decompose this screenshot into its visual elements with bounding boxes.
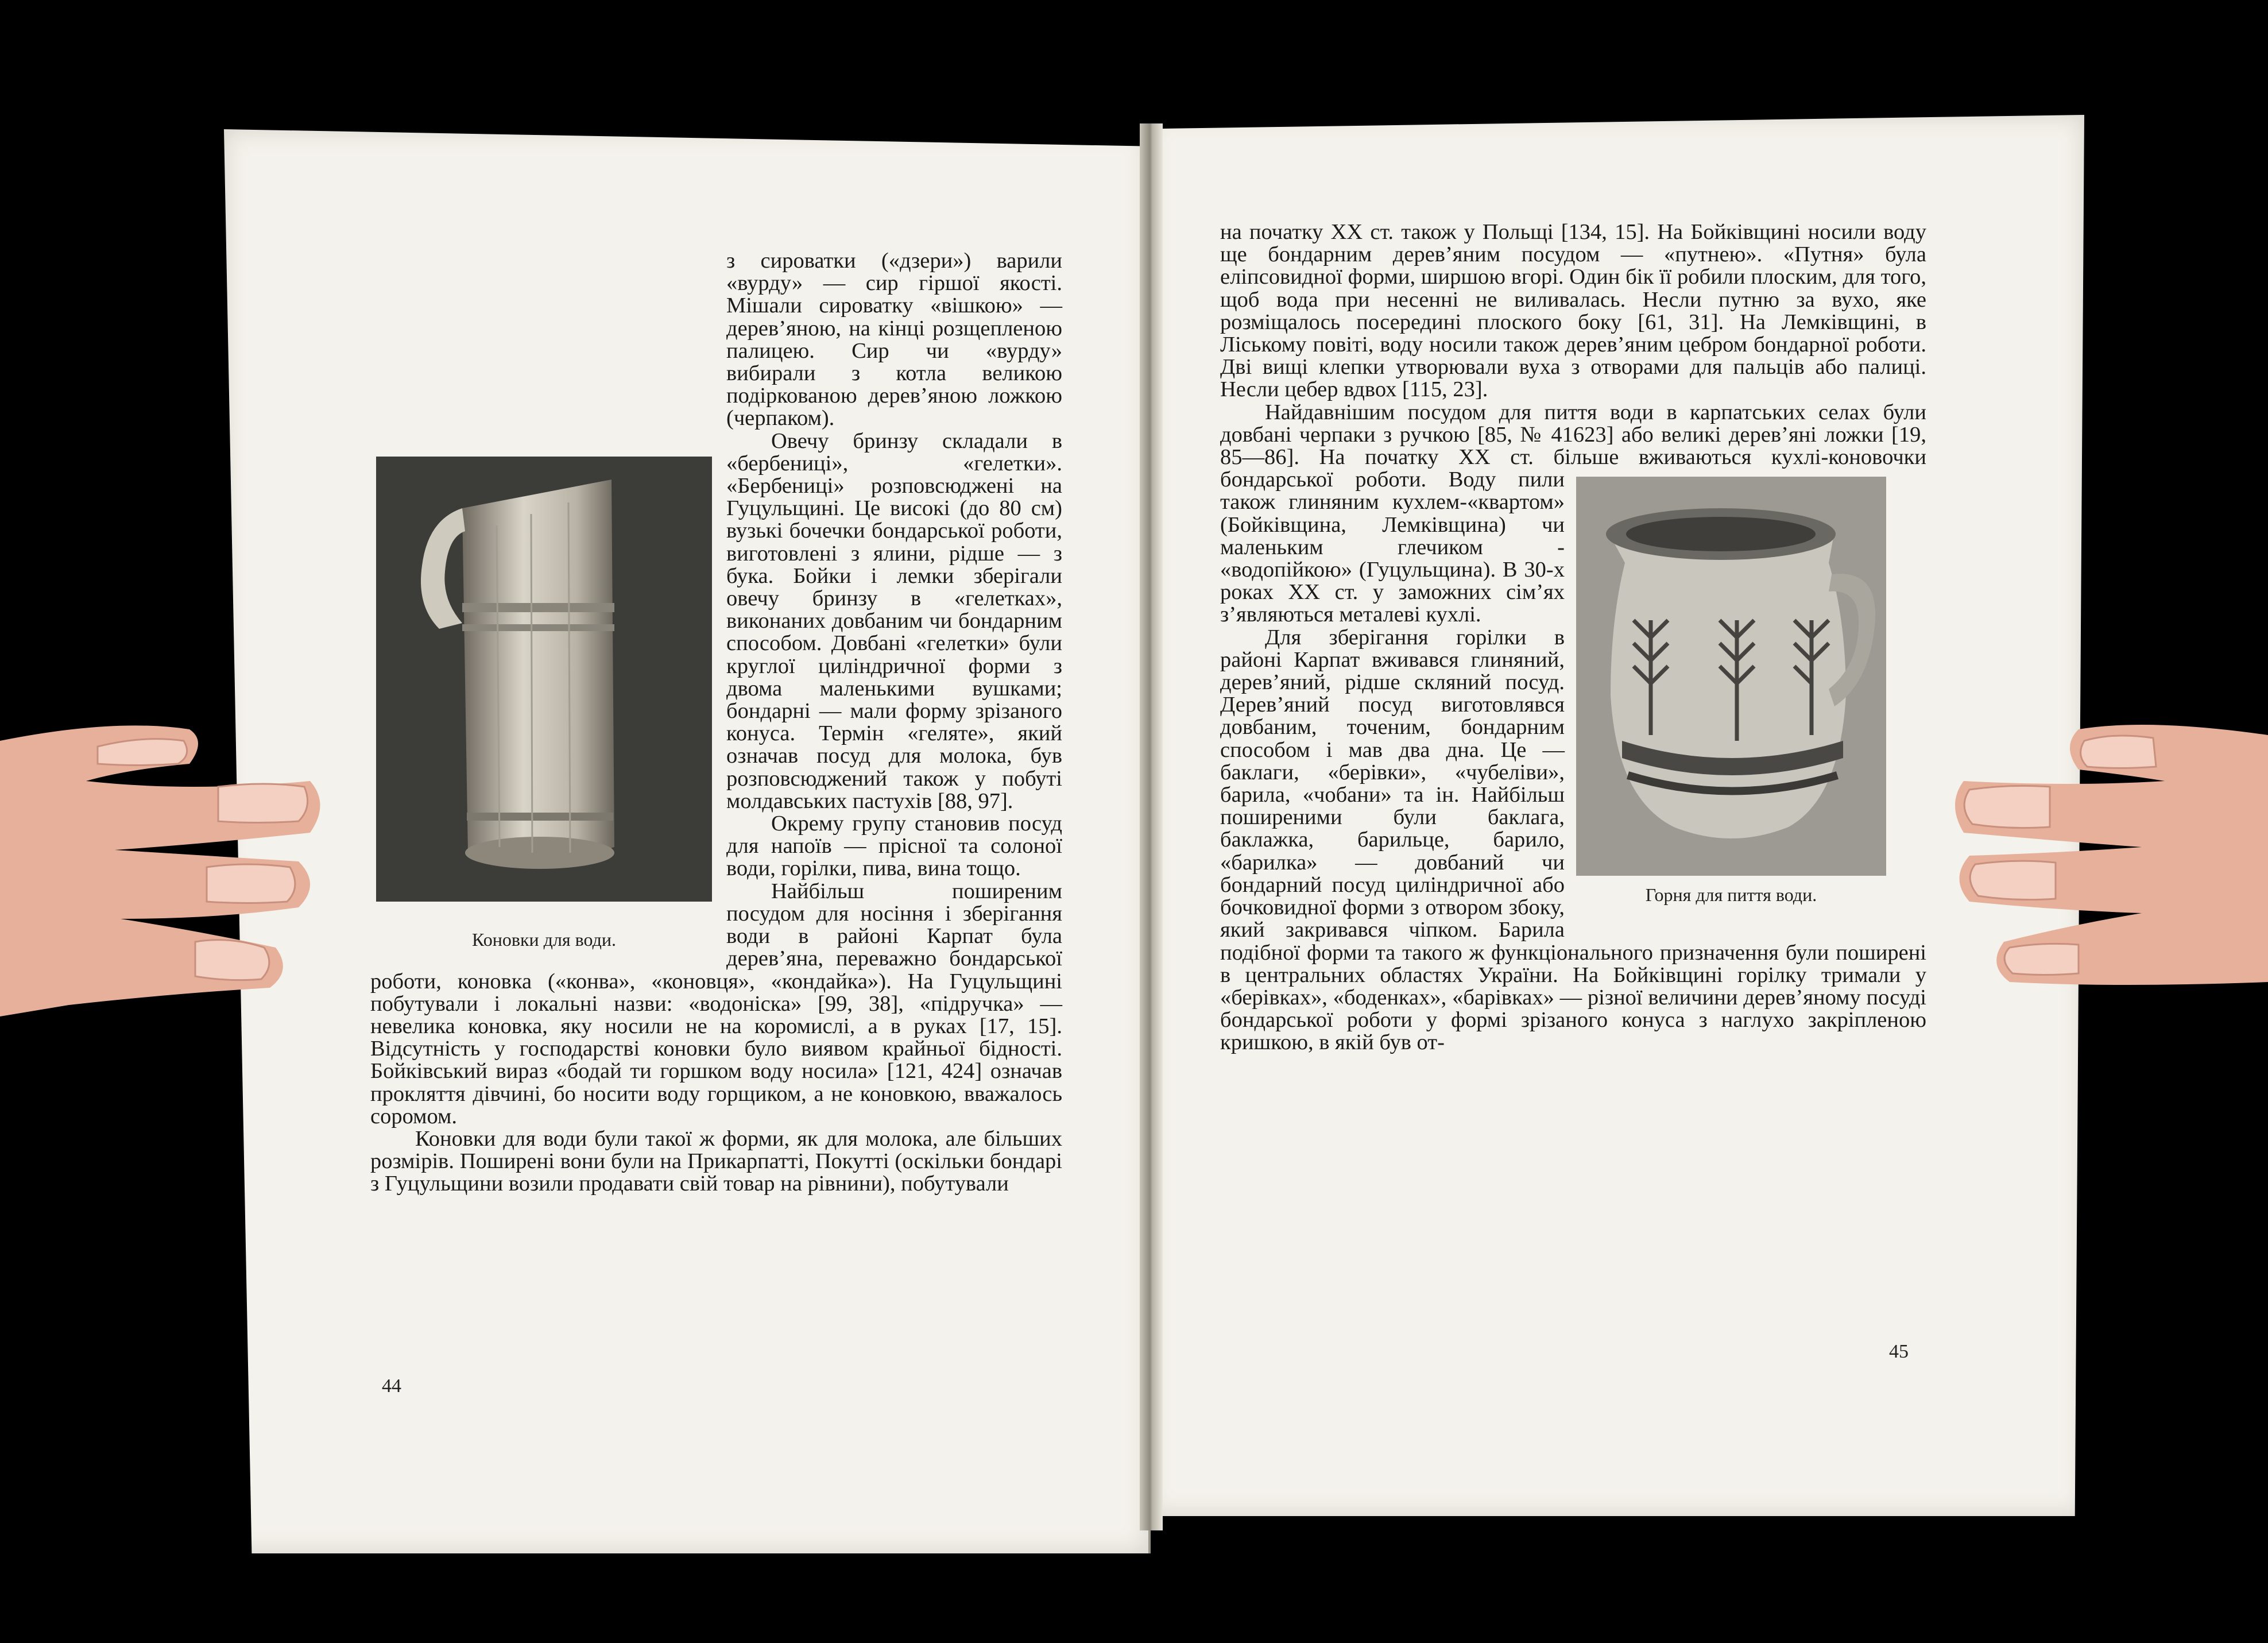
book-gutter <box>1140 123 1163 1530</box>
paragraph: Коновки для води були такої ж форми, як для молока, але більших розмірів. Поширені вони були на Прикарпатті, Покутті (оскільки бондарі з Гуцульщини возили продавати свій товар на рівнини), побутували <box>370 1126 1062 1196</box>
paragraph: Для зберігання горілки в районі Карпат вживався глиняний, дерев’яний, рідше скляний посуд. Дерев’яний посуд виготовлявся довбаним, точеним, бондарним способом і мав два дна. Це — баклаги, «берівки», «чубеліви», барила, «чобани» та ін. Найбільш поширеними були баклага, баклажка, барильце, барило, «барилка» — довбаний чи бондарний посуд циліндричної або бочковидної форми з отвором збоку, який закривався чіпком. Барила подібної форми та такого ж функціонального призначення були поширені в центральних областях України. На Бойківщині горілку тримали у «берівках», «боденках», «барівках» — різної величини дерев’яному посуді бондарської роботи у формі зрізаного конуса з наглухо закріпленою кришкою, в якій був от- <box>1220 625 1926 1055</box>
paragraph: на початку XX ст. також у Польщі [134, 15]. На Бойківщині носили воду ще бондарним дерев’яним посудом — «путнею». «Путня» була еліпсовидної форми, ширшою вгорі. Один бік її робили плоским, для того, щоб вода при несенні не виливалась. Несли путню за вухо, яке розміщалось посередині плоского боку [61, 31]. На Лемківщині, в Ліському повіті, воду носили також дерев’яним цебром бондарної роботи. Дві вищі клепки утворювали вуха з отворами для пальців або палиці. Несли цебер вдвох [115, 23]. <box>1220 220 1926 402</box>
right-hand <box>1946 712 2268 999</box>
paragraph: Овечу бринзу складали в «бербениці», «гелетки». «Бербениці» розповсюджені на Гуцульщині. Це високі (до 80 см) вузькі бочечки бондарської роботи, виготовлені з ялини, рідше — з бука. Бойки і лемки зберігали овечу бринзу в «гелетках», виконаних довбаним чи бондарним способом. Довбані «гелетки» були круглої циліндричної форми з двома маленькими вушками; бондарні — мали форму зрізаного конуса. Термін «геляте», який означав посуд для молока, був розповсюджений також у побуті молдавських пастухів [88, 97]. <box>726 428 1062 813</box>
page-number: 45 <box>1889 1341 1909 1362</box>
page-number: 44 <box>382 1375 401 1397</box>
left-hand <box>0 706 322 1028</box>
paragraph: Окрему групу становив посуд для напоїв — прісної та солоної води, горілки, пива, вина тощо. <box>726 811 1062 881</box>
wooden-pitcher-photo <box>376 457 712 902</box>
figure-caption: Коновки для води. <box>472 929 616 950</box>
paragraph: з сироватки («дзери») варили «вурду» — сир гіршої якості. Мішали сироватку «вішкою» — дерев’яною, на кінці розщепленою палицею. Сир чи «вурду» вибирали з котла великою подіркованою дерев’яною ложкою (черпаком). <box>726 249 1062 431</box>
ceramic-jug-photo <box>1576 477 1886 876</box>
paragraph: Найбільш поширеним посудом для носіння і зберігання води в районі Карпат була дерев’яна, переважно бондарської роботи, коновка («конва», «коновця», «кондайка»). На Гуцульщині побутували і локальні назви: «водоніска» [99, 38], «підручка» — невелика коновка, яку носили не на коромислі, а в руках [17, 15]. Відсутність у господарстві коновки було виявом крайньої бідності. Бойківський вираз «бодай ти горшком воду носила» [121, 424] означав прокляття дівчині, бо носити воду горщиком, а не коновкою, вважалось соромом. <box>370 879 1062 1128</box>
figure-caption: Горня для пиття води. <box>1645 884 1817 905</box>
paragraph: Найдавнішим посудом для пиття води в карпатських селах були довбані черпаки з ручкою [85, № 41623] або великі дерев’яні ложки [19, 85—86]. На початку XX ст. більше вживаються кухлі-коновочки бондарської роботи. Воду пили також глиняним кухлем-«квартом» (Бойківщина, Лемківщина) чи маленьким глечиком - «водопійкою» (Гуцульщина). В 30-х роках XX ст. у заможних сім’ях з’являються металеві кухлі. <box>1220 400 1926 627</box>
